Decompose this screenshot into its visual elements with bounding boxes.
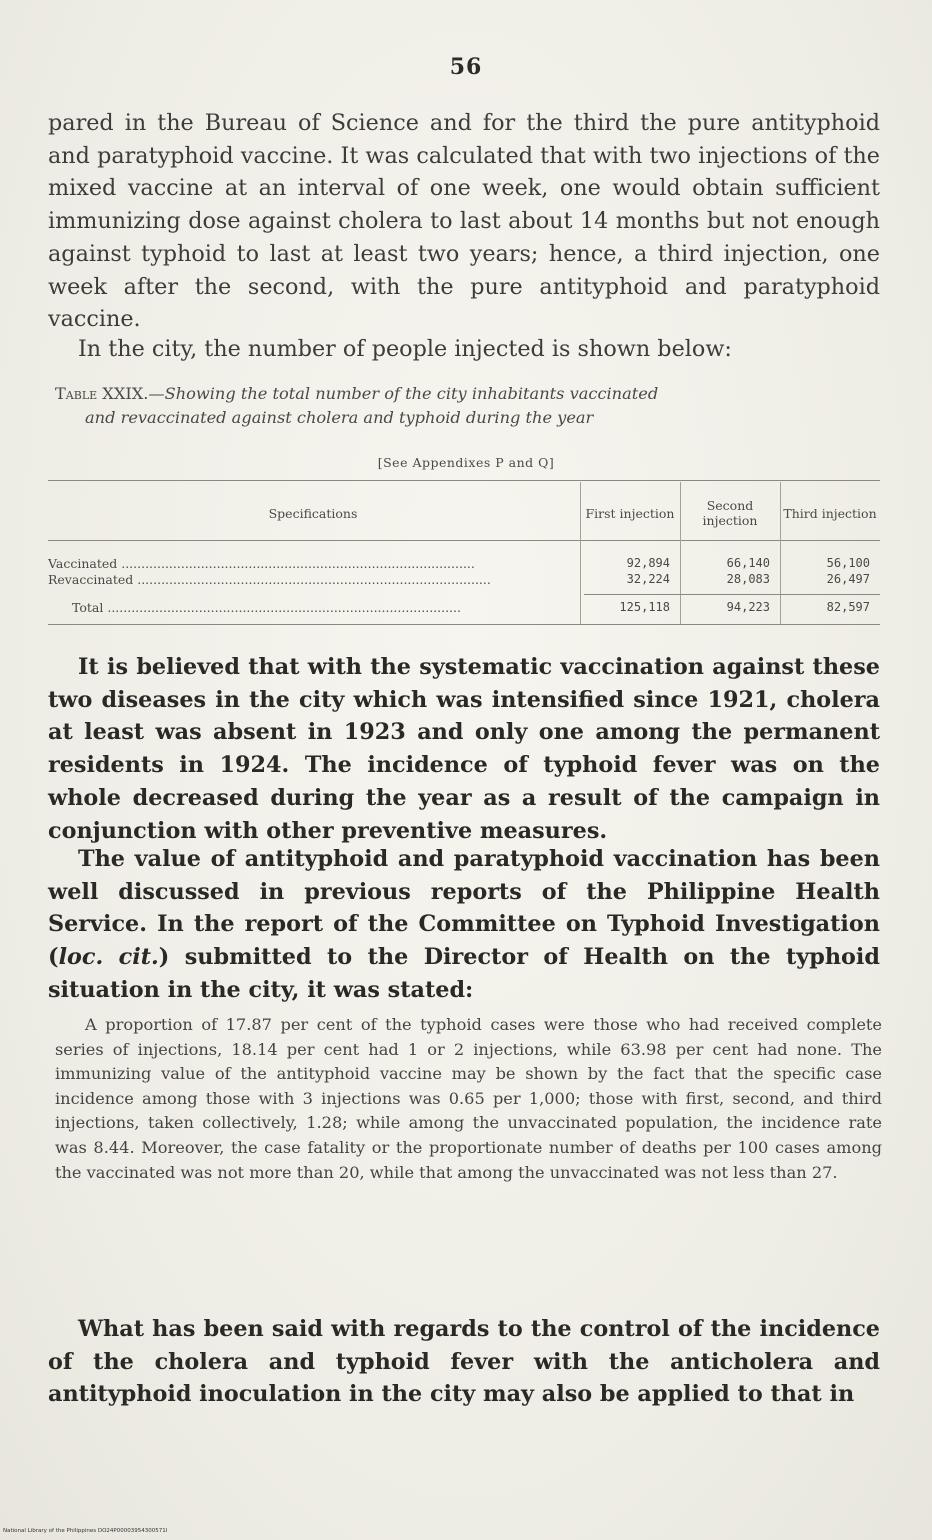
header-specifications: Specifications <box>268 505 358 521</box>
table-caption <box>55 382 885 430</box>
paragraph-systematic-text: It is believed that with the systematic vaccination against these two diseases in the city which was intensified since 1921, cholera at least was absent in 1923 and only one among the permanent residents in 1924. The incidence of typhoid fever was on the whole decreased during the year as a result of the campaign in conjunction with other preventive measures. <box>48 654 880 844</box>
total-first: 125,118 <box>619 600 670 614</box>
table-bottom-rule <box>48 624 880 625</box>
table-row <box>48 556 880 572</box>
paragraph-vaccine-schedule: pared in the Bureau of Science and for the third the pure antityphoid and paratyphoid vaccine. It was calculated that with two injections of the mixed vaccine at an interval of one week, one would obtain sufficient immunizing dose against cholera to last about 14 months but not enough against typhoid to last at least two years; hence, a third injection, one week after the second, with the pure antityphoid and paratyphoid vaccine. <box>48 110 880 333</box>
see-appendixes-note: [See Appendixes P and Q] <box>377 455 555 470</box>
paragraph-systematic-vaccination <box>48 651 880 847</box>
paragraph-committee-text-b: ) submitted to the Director of Health on the typhoid situation in the city, it was stated: <box>48 944 880 1003</box>
cell-third: 26,497 <box>826 572 870 586</box>
total-top-rule <box>584 594 880 595</box>
cell-first: 32,224 <box>626 572 670 586</box>
block-quote <box>55 1013 882 1185</box>
table-title-line1: —Showing the total number of the city inhabitants vaccinated <box>148 384 659 403</box>
table-total-row <box>48 600 880 616</box>
table-title-line2: and revaccinated against cholera and typhoid during the year <box>85 408 594 427</box>
paragraph-committee-report <box>48 843 880 1007</box>
cell-third: 56,100 <box>826 556 870 570</box>
block-quote-text: A proportion of 17.87 per cent of the typhoid cases were those who had received complete series of injections, 18.14 per cent had 1 or 2 injections, while 63.98 per cent had none. The immunizing value of the antityphoid vaccine may be shown by the fact that the specific case incidence among those with 3 injections was 0.65 per 1,000; those with first, second, and third injections, taken collectively, 1.28; while among the unvaccinated population, the incidence rate was 8.44. Moreover, the case fatality or the proportionate number of deaths per 100 cases among the vaccinated was not more than 20, while that among the unvaccinated was not less than 27. <box>55 1015 882 1182</box>
cell-first: 92,894 <box>626 556 670 570</box>
cell-second: 28,083 <box>726 572 770 586</box>
total-second: 94,223 <box>726 600 770 614</box>
scan-footer: National Library of the Philippines DO24P00003954300571I <box>3 1528 168 1534</box>
row-label: Vaccinated ......................................................................................... <box>48 556 475 571</box>
header-second-injection: Second injection <box>702 498 758 528</box>
loc-cit: loc. cit. <box>58 944 159 971</box>
header-first-injection: First injection <box>585 505 675 521</box>
total-label: Total ......................................................................................... <box>72 600 461 615</box>
paragraph-conclusion-text: What has been said with regards to the control of the incidence of the cholera and typhoid fever with the anticholera and antityphoid inoculation in the city may also be applied to that in <box>48 1316 880 1408</box>
cell-second: 66,140 <box>726 556 770 570</box>
paragraph-conclusion <box>48 1313 880 1411</box>
table-top-rule <box>48 480 880 481</box>
paragraph-intro-text: In the city, the number of people injected is shown below: <box>78 336 732 362</box>
header-third-injection: Third injection <box>783 505 877 521</box>
table-label: Table XXIX. <box>55 384 149 403</box>
table-row <box>48 572 880 588</box>
row-label: Revaccinated ......................................................................................... <box>48 572 491 587</box>
page-number: 56 <box>449 54 483 80</box>
total-third: 82,597 <box>826 600 870 614</box>
paragraph-intro-table <box>48 333 880 366</box>
paragraph-committee-text-a: The value of antityphoid and paratyphoid vaccination has been well discussed in previous reports of the Philippine Health Service. In the report of the Committee on Typhoid Investigation ( <box>48 846 880 971</box>
header-bottom-rule <box>48 540 880 541</box>
